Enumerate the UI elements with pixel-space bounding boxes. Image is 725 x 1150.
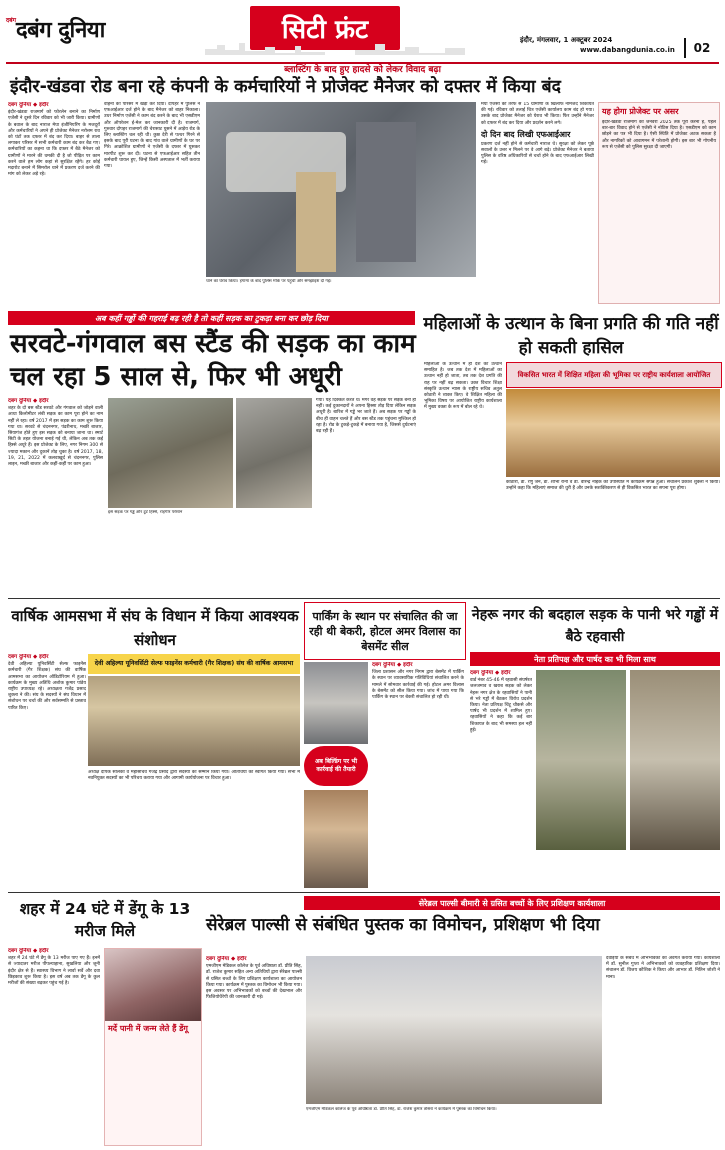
- story5-body: जिला प्रशासन और नगर निगम द्वारा बेसमेंट में पार्किंग के स्थान पर व्यावसायिक गतिविधियां संचालित करने के मामले में सोमवार कार्रवाई की गई। होटल अमर विलास के बेसमेंट को सील किया गया। जांच में पाया गया कि पार्किंग के स्थान पर बेकरी संचालित हो रही थी।: [372, 670, 464, 701]
- date-line: इंदौर, मंगलवार, 1 अक्टूबर 2024: [520, 36, 613, 44]
- story3-body: महिलाओं के उत्थान में ही देश का उत्थान समाहित है। जब तक देश में महिलाओं का उत्थान नहीं हो जाता, तब तक देश प्रगति की राह पर नहीं बढ़ सकता। उक्त विचार शिक्षा संस्कृति उत्थान न्यास के राष्ट्रीय सचिव अतुल कोठारी ने व्यक्त किए। वे शिक्षित महिला की भूमिका विषय पर आयोजित राष्ट्रीय कार्यशाला में मुख्य वक्ता के रूप में बोल रहे थे।: [424, 362, 502, 411]
- story2-kicker-bar: [8, 311, 415, 325]
- story5-photo-bottom: [304, 790, 368, 888]
- website: www.dabangdunia.co.in: [580, 46, 675, 54]
- story1-sidebar-body: इंदौर-खंडवा राजमार्ग को जनवरी 2025 तक पूरा करना है, पहल बार-बार विवाद होने से एजेंसी ने नोटिस दिया है। एसडीएम को काम छोड़ने का पत्र भी दिया है। ऐसी स्थिति में प्रोजेक्ट अटक सकता है और नागरिकों को आवागमन में परेशानी होगी। इस बार भी गोपनीय रूप से एजेंसी को पुलिस सुरक्षा दी जाएगी।: [602, 120, 716, 150]
- story2-caption: इस सड़क पर गड्ढे और टूटे हिस्से, राहगीर परेशान: [108, 510, 183, 515]
- masthead: [0, 0, 725, 62]
- story7-headline-right: सेरेब्रल पाल्सी से संबंधित पुस्तक का विमोचन, प्रशिक्षण भी दिया: [206, 915, 600, 935]
- story3-column-left: [424, 362, 502, 594]
- story5-headline: पार्किंग के स्थान पर संचालित की जा रही थी बेकरी, होटल अमर विलास का बेसमेंट सील: [309, 609, 461, 653]
- story6-photo-right: [630, 670, 720, 850]
- section-rule-2: [8, 892, 720, 893]
- story1-column-right: [481, 102, 594, 302]
- masthead-rule: [6, 62, 719, 64]
- section-title: सिटी फ्रंट: [281, 15, 369, 45]
- story7-photo: [306, 956, 602, 1104]
- story2-column-left: [8, 398, 103, 598]
- story3-column-right: [506, 480, 720, 594]
- story2-photo-right: [236, 398, 312, 508]
- story2-kicker: अब कहीं गड्ढों की गहराई बढ़ रही है तो कहीं सड़क का टुकड़ा बना कर छोड़ दिया: [95, 313, 328, 323]
- story3-body2: कोठारी, डॉ. रेणु जैन, डॉ. शोभा रानी व डॉ. वीरेन्द्र नाईक की उपस्थिति में कार्यक्रम संपन्न हुआ। संचालन प्रकाश शुक्ला ने किया। उन्होंने कहा कि महिलाएं समाज की धुरी हैं और उनके सशक्तिकरण से ही विकसित भारत का सपना पूरा होगा।: [506, 480, 720, 492]
- story5-headline-box: [304, 602, 466, 660]
- story1-column-mid: [104, 102, 200, 302]
- story7-column-left: [8, 948, 100, 1144]
- story4-subbar-text: देवी अहिल्या यूनिवर्सिटी सेल्फ फाइनेंस कर्मचारी (गैर शिक्षक) संघ की वार्षिक आमसभा: [94, 660, 294, 667]
- story2-byline: दबंग दुनिया ◆ इंदौर: [8, 398, 49, 404]
- story2-body: शहर के दो बस स्टैंड सरवटे और गंगवाल को जोड़ने वाली आधा किलोमीटर लंबी सड़क का काम पूरा होने का नाम नहीं ले रहा। वर्ष 2017 में इस सड़क का काम शुरू किया गया था। सरवटे से चंदननगर, पंढरीनाथ, मच्छी बाजार, सियागंज होते हुए इस सड़क को बनाया जाना था। स्मार्ट सिटी के तहत योजना बनाई गई थी, लेकिन अब तक कई हिस्से अधूरे हैं। इस प्रोजेक्ट के लिए, नगर निगम 300 से ज्यादा मकान और दुकानें तोड़ चुका है। वर्ष 2017, 18, 19, 21, 2022 में कलवाखुर्द से चंदननगर, पुलिस लाइन, मच्छी बाजार और कहीं-कहीं पर काम हुआ।: [8, 406, 103, 468]
- story7-body-left: शहर में 24 घंटे में डेंगू के 13 मरीज पाए गए हैं। इनमें से ज्यादातर मरीज पीपल्याहाना, सुखलिया और जूनी इंदौर क्षेत्र से हैं। स्वास्थ्य विभाग ने लार्वा सर्वे और दवा छिड़काव शुरू किया है। इस वर्ष अब तक डेंगू के कुल मरीजों की संख्या बढ़कर पहुंच गई है।: [8, 956, 100, 987]
- story3-subbar-text: विकसित भारत में शिक्षित महिला की भूमिका पर राष्ट्रीय कार्यशाला आयोजित: [517, 370, 711, 379]
- story4-body: देवी अहिल्या यूनिवर्सिटी सेल्फ फाइनेंस कर्मचारी (गैर शिक्षक) संघ की वार्षिक आमसभा का आयोजन ऑडिटोरियम में हुआ। कार्यक्रम के मुख्य अतिथि अशोक कुमार पांडेय राष्ट्रीय उपाध्यक्ष रहे। अध्यक्षता गजेंद्र प्रसाद शुक्ला ने की। संघ के सदस्यों ने संघ विधान में संशोधन पर चर्चा की और सर्वसम्मति से प्रस्ताव पारित किए।: [8, 662, 86, 711]
- story2-body-right: गया। यह दिक्कत करते थे। मगर वह सड़क पर सड़क बनी ही नहीं। कई दुकानदारों ने अपना हिस्सा तोड़ दिया लेकिन सड़क अधूरी है। बारिश में गड्ढे भर जाते हैं। अब सड़क पर गड्ढों के बीच ही वाहन चलते हैं और बस स्टैंड तक पहुंचना मुश्किल हो रहा है। रोड के टुकड़े-टुकड़े में बनाया गया है, जिससे दुर्घटनाएं बढ़ रही हैं।: [316, 398, 416, 435]
- story7-headline-left: शहर में 24 घंटे में डेंगू के 13 मरीज मिले: [19, 900, 191, 940]
- story7-caption: एमजीएम मेडिकल कॉलेज के पूर्व अधिष्ठाता डॉ. प्रीति सिंह, डॉ. राजेश कुमार तोसरा ने कार्यक्रम में पुस्तक का विमोचन किया।: [306, 1107, 497, 1112]
- story5-badge: [304, 746, 368, 786]
- story5-column: [372, 662, 464, 888]
- story6-headline: नेहरू नगर की बदहाल सड़क के पानी भरे गड्ढों में बैठे रहवासी: [471, 607, 719, 645]
- story2-column-right: [316, 398, 416, 598]
- story4-column-right: [88, 770, 300, 888]
- story1-body-left: इंदौर-खंडवा राजमार्ग को फोरलेन बनाने का निर्माण एजेंसी ने दूसरे दिन रविवार को भी जारी किया। ग्रामीणों के बवाल के बाद नाराज मेघा इंजीनियरिंग के मजदूरों और कर्मचारियों ने अपने ही प्रोजेक्ट मैनेजर नरोत्तम राव को घंटों तक दफ्तर में बंद कर दिया। बाहर से ताला लगाकर परिसर में सभी कर्मचारी काम बंद कर बैठ गए। कर्मचारियों का कहना था कि दफ्तर में बैठे मैनेजर को ग्रामीणों ने मारने की धमकी दी है जो पीड़ित पर काम करने वाले हम लोग कहां से सुरक्षित रहेंगे। हर कोई मदारोट बनाने में सिमरोल थाने में प्रकरण दर्ज करने की मांग को लेकर अड़े रहे।: [8, 110, 100, 178]
- story6-subbar-text: नेता प्रतिपक्ष और पार्षद का भी मिला साथ: [534, 654, 656, 664]
- story7-column-right: [606, 956, 720, 1144]
- story3-headline: महिलाओं के उत्थान के बिना प्रगति की गति नहीं हो सकती हासिल: [423, 314, 719, 358]
- story7-byline-right: दबंग दुनिया ◆ इंदौर: [206, 956, 247, 962]
- story1-body-right: मया एजेंसी की तरफ से 15 ग्रामीणों के खिलाफ नामजद शिकायत की गई। रविवार को तलाई चित्र एजेंसी कार्यालय काम बंद हो गया। उसके बाद प्रोजेक्ट मैनेजर को घेराव भी किया। फिर उन्होंने मैनेजर को दफ्तर में बंद कर दिया और प्रदर्शन करने लगे।: [481, 102, 594, 126]
- story4-headline: वार्षिक आमसभा में संघ के विधान में किया आवश्यक संशोधन: [11, 607, 299, 649]
- story4-column-left: [8, 654, 86, 888]
- story2-photo-left: [108, 398, 233, 508]
- story7-dengue-title: मर्दे पानी में जन्म लेते हैं डेंगू: [108, 1024, 188, 1033]
- story3-photo: [506, 389, 720, 477]
- section-rule-1: [8, 598, 720, 599]
- page-number-badge: [684, 38, 718, 58]
- story6-column: [470, 670, 532, 888]
- story2-headline: सरवटे-गंगवाल बस स्टैंड की सड़क का काम चल रहा 5 साल से, फिर भी अधूरी: [10, 329, 416, 392]
- story4-subbar: [88, 654, 300, 674]
- story1-sidebar: [598, 102, 720, 304]
- story6-subbar: [470, 652, 720, 666]
- story1-body-right2: प्रकरण दर्ज नहीं होने से कर्मचारी नाराज थे। सुरक्षा को लेकर पूछे सवालों के उत्तर न मिलने पर वे आगे बढ़े। प्रोजेक्ट मैनेजर ने बताया पुलिस के वरिष्ठ अधिकारियों से चर्चा होने के बाद एफआईआर लिखी गई।: [481, 141, 594, 166]
- story1-column-left: [8, 102, 100, 302]
- skyline-icon: [205, 41, 465, 55]
- story6-photo-left: [536, 670, 626, 850]
- logo-name: दबंग दुनिया: [16, 18, 105, 43]
- story1-caption: थाने का घेराव किया। हंगामा के बाद पुलिस मौके पर पहुंची और समझाइश दी गई।: [206, 279, 332, 284]
- story7-byline: दबंग दुनिया ◆ इंदौर: [8, 948, 49, 954]
- story4-photo: [88, 676, 300, 766]
- story1-subhead: दो दिन बाद लिखी एफआईआर: [481, 129, 571, 139]
- story4-body2: अध्यक्ष दीपक सोलंकी व महासचिव गजेंद्र प्रसाद द्वारा सदस्यों का सम्मान किया गया। अतिथियों का स्वागत किया गया। सभा में नवनियुक्त सदस्यों का भी परिचय कराया गया और आगामी कार्ययोजना पर विचार हुआ।: [88, 770, 300, 782]
- story1-headline: इंदौर-खंडवा रोड बना रहे कंपनी के कर्मचारियों ने प्रोजेक्ट मैनेजर को दफ्तर में किया बंद: [10, 77, 561, 97]
- story1-body-mid: वाहनों को परिसर में खड़ा कर दिया। दोपहर में पुलिस ने एफआईआर दर्ज होने के बाद मैनेजर को बाहर निकाला। उधर निर्माण एजेंसी ने काम बंद करने के बाद भी एसडीएम और ऑपरेशन ई-मेल कर जानकारी दी है। राजमार्ग, गुरुवार दोपहर राजमार्ग की चेरासाट घुसने में आड़ेय रोड के लिए ब्लास्टिंग चल रही थी। कुछ देरी से पत्थर गिरने से इसके बाद पूरी घटना के बाद गांव वाले ग्रामीणों के घर पर गिरे। आक्रोशित ग्रामीणों ने एजेंसी के दफ्तर में घुसकर मारपीट शुरू कर दी। घटना से एफआईआर सहित तीन कर्मचारी घायल हुए, जिन्हें किसी अस्पताल में भर्ती कराया गया।: [104, 102, 200, 170]
- story6-byline: दबंग दुनिया ◆ इंदौर: [470, 670, 511, 676]
- logo: [6, 12, 156, 52]
- story7-column-mid: [206, 956, 302, 1144]
- story1-photo: [206, 102, 476, 277]
- story6-body: वार्ड नंबर 45-46 में रहवासी संघर्षरत जलजमाव व खराब सड़क को लेकर नेहरू नगर क्षेत्र के रहवासियों ने पानी से भरे गड्ढों में बैठकर विरोध प्रदर्शन किया। नेता प्रतिपक्ष चिंटू चौकसे और पार्षद भी प्रदर्शन में शामिल हुए। रहवासियों ने कहा कि कई बार शिकायत के बाद भी समस्या हल नहीं हुई।: [470, 678, 532, 733]
- story7-kicker-bar: [304, 896, 720, 910]
- story7-kicker: सेरेब्रल पाल्सी बीमारी से ग्रसित बच्चों के लिए प्रशिक्षण कार्यशाला: [418, 898, 606, 908]
- story1-kicker: ब्लास्टिंग के बाद हुए हादसे को लेकर विवाद बढ़ा: [284, 65, 441, 75]
- story7-body-far: दवाइयों के संबंध में अभिभावकों को अवगत कराया गया। कार्यशाला में डॉ. सुनील गुप्ता ने अभिभावकों को व्यवहारिक प्रशिक्षण दिया। संचालन डॉ. विजय कौशिक ने किया और आभार डॉ. नितिन जोशी ने माना।: [606, 956, 720, 980]
- story7-body-right: एमजीएम मेडिकल कॉलेज के पूर्व अधिष्ठाता डॉ. प्रीति सिंह, डॉ. राजेश कुमार सहित अन्य अतिथियों द्वारा सेरेब्रल पाल्सी से ग्रसित बच्चों के लिए प्रशिक्षण कार्यशाला का आयोजन किया गया। कार्यक्रम में पुस्तक का विमोचन भी किया गया। इस अवसर पर अभिभावकों को बच्चों की देखभाल और फिजियोथैरेपी की जानकारी दी गई।: [206, 964, 302, 1001]
- page-number: 02: [693, 41, 711, 55]
- story5-photo-top: [304, 662, 368, 744]
- logo-small-text: दबंग: [6, 17, 16, 24]
- story5-badge-text: अब बिल्डिंग पर भी कार्रवाई की तैयारी: [314, 758, 358, 773]
- story7-dengue-box: [104, 948, 202, 1146]
- story5-byline: दबंग दुनिया ◆ इंदौर: [372, 662, 413, 668]
- skyline-decoration: [205, 40, 465, 54]
- story4-byline: दबंग दुनिया ◆ इंदौर: [8, 654, 49, 660]
- story1-sidebar-head: यह होगा प्रोजेक्ट पर असर: [602, 107, 679, 116]
- story3-subbar: [506, 362, 722, 388]
- story1-byline: दबंग दुनिया ◆ इंदौर: [8, 102, 49, 108]
